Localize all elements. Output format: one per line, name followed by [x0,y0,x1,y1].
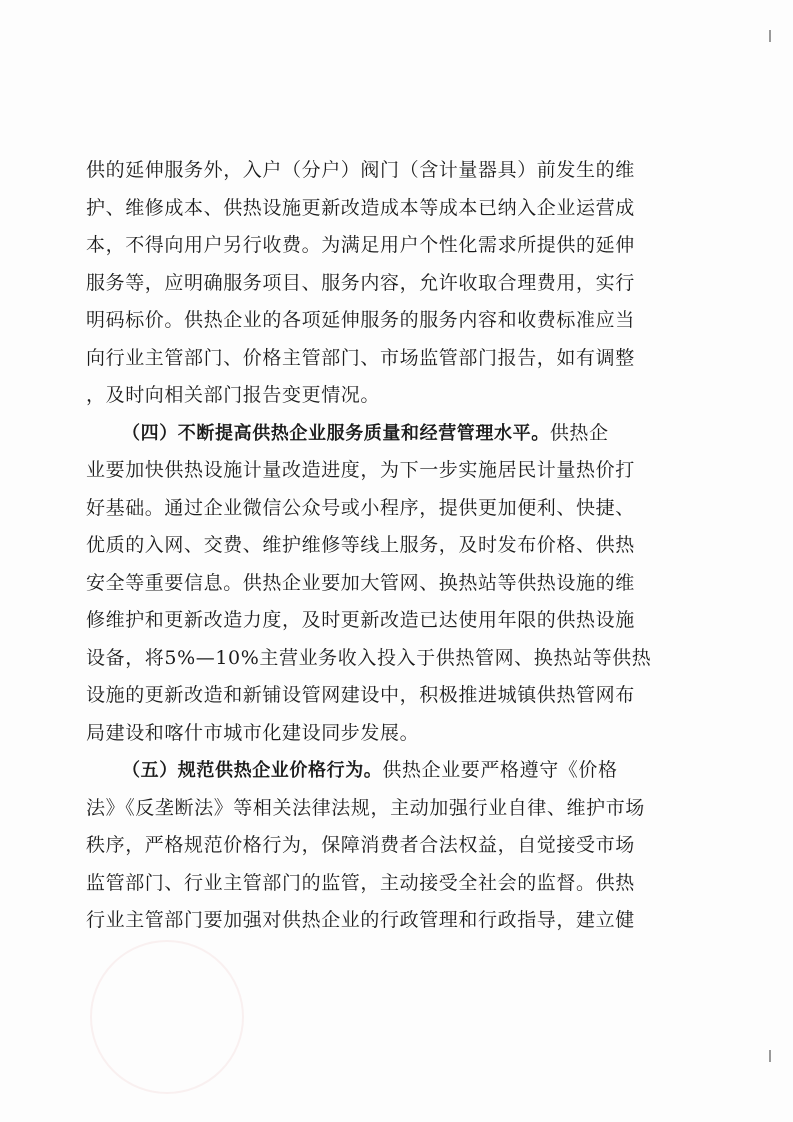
body-line: 修维护和更新改造力度，及时更新改造已达使用年限的供热设施 [86,609,635,631]
section-5-first-line-text: 供热企业要严格遵守《价格 [382,759,618,781]
body-line: 设备，将5%—10%主营业务收入投入于供热管网、换热站等供热 [86,646,652,669]
section-5-first-line [86,752,656,790]
body-line: 优质的入网、交费、维护维修等线上服务，及时发布价格、供热 [86,534,635,556]
body-line: 业要加快供热设施计量改造进度，为下一步实施居民计量热价打 [86,459,635,481]
section-4-heading: （四）不断提高供热企业服务质量和经营管理水平。 [122,422,550,444]
body-line: 局建设和喀什市城市化建设同步发展。 [86,721,420,744]
body-line: 法》《反垄断法》等相关法律法规，主动加强行业自律、维护市场 [86,796,645,819]
body-line: 明码标价。供热企业的各项延伸服务的服务内容和收费标准应当 [86,309,635,331]
section-4-first-line-text: 供热企 [549,421,609,444]
body-line: 秩序，严格规范价格行为，保障消费者合法权益，自觉接受市场 [86,834,635,856]
body-line: 服务等，应明确服务项目、服务内容，允许收取合理费用，实行 [86,271,635,294]
body-line: 护、维修成本、供热设施更新改造成本等成本已纳入企业运营成 [86,196,635,219]
section-4-first-line [86,415,656,453]
scan-edge-mark [769,1050,771,1062]
body-line: 本，不得向用户另行收费。为满足用户个性化需求所提供的延伸 [86,234,635,256]
faint-stamp-trace [90,940,244,1094]
body-line: 好基础。通过企业微信公众号或小程序，提供更加便利、快捷、 [86,496,635,519]
body-line: 供的延伸服务外，入户（分户）阀门（含计量器具）前发生的维 [86,159,635,181]
body-line: 安全等重要信息。供热企业要加大管网、换热站等供热设施的维 [86,571,635,594]
body-line: 行业主管部门要加强对供热企业的行政管理和行政指导，建立健 [86,909,635,931]
body-line: 向行业主管部门、价格主管部门、市场监管部门报告，如有调整 [86,346,635,369]
section-5-heading: （五）规范供热企业价格行为。 [122,760,383,781]
scan-edge-mark [769,30,771,42]
body-line: ，及时向相关部门报告变更情况。 [86,384,381,406]
body-line: 设施的更新改造和新铺设管网建设中，积极推进城镇供热管网布 [86,684,635,706]
document-body [86,152,656,940]
body-line: 监管部门、行业主管部门的监管，主动接受全社会的监督。供热 [86,871,635,894]
